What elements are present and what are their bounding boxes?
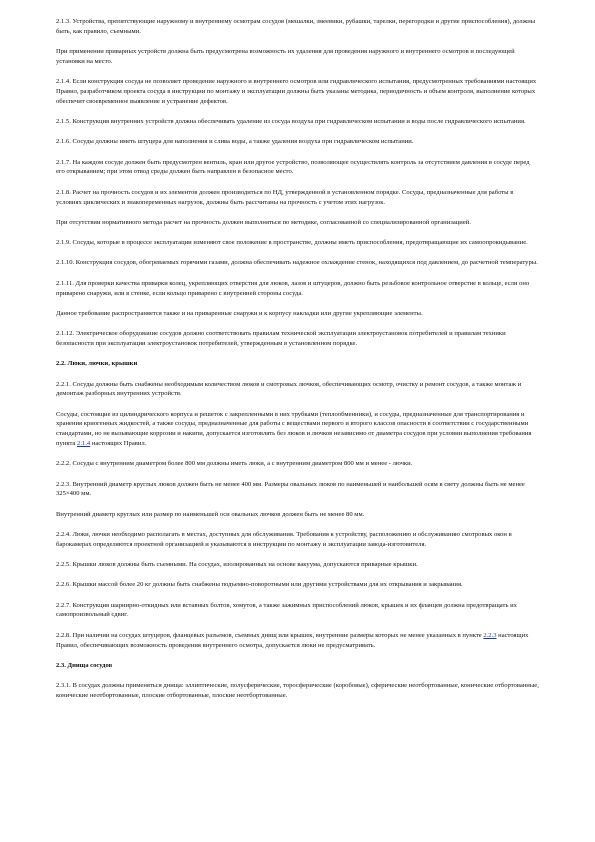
section-heading xyxy=(56,661,539,671)
document-paragraph xyxy=(56,188,539,208)
document-paragraph xyxy=(56,218,539,228)
section-reference-link[interactable]: 2.1.4 xyxy=(77,440,91,448)
document-paragraph xyxy=(56,580,539,590)
document-paragraph xyxy=(56,238,539,248)
document-paragraph xyxy=(56,158,539,178)
paragraph-text: 2.2.5. Крышки люков должны быть съемными. На сосудах, изолированных на основе вакуума, допускаются приварные крышки. xyxy=(56,561,418,569)
paragraph-text: 2.1.6. Сосуды должны иметь штуцера для наполнения и слива воды, а также удаления воздуха при гидравлическом испытании. xyxy=(56,138,414,146)
paragraph-text: 2.2.4. Люки, лючки необходимо располагать в местах, доступных для обслуживания. Требования к устройству, расположению и обслуживанию смотровых окон в барокамерах определяются проектной организацией и указываются в инструкции по монтажу и эксплуатации завода-изготовителя. xyxy=(56,531,512,548)
document-paragraph xyxy=(56,77,539,106)
document-paragraph xyxy=(56,601,539,621)
paragraph-text: 2.1.9. Сосуды, которые в процессе эксплуатации изменяют свое положение в пространстве, должны иметь приспособления, предотвращающие их самоопрокидывание. xyxy=(56,239,528,247)
document-paragraph xyxy=(56,117,539,127)
document-paragraph xyxy=(56,258,539,268)
paragraph-text-tail: настоящих Правил, обеспечивающих возможность проведения внутреннего осмотра, допускается люки не предусматривать. xyxy=(56,631,529,649)
paragraph-text: 2.2.2. Сосуды с внутренним диаметром более 800 мм должны иметь люки, а с внутренним диаметром 800 мм и менее - лючки. xyxy=(56,460,413,468)
document-paragraph xyxy=(56,510,539,520)
paragraph-text: Внутренний диаметр круглых или размер по наименьшей оси овальных лючков должен быть не менее 80 мм. xyxy=(56,510,365,518)
paragraph-text: 2.2.3. Внутренний диаметр круглых люков должен быть не менее 400 мм. Размеры овальных люков по наименьшей и наибольшей осям в свету должны быть не менее 325×400 мм. xyxy=(56,480,525,498)
paragraph-text: 2.2. Люки, лючки, крышки xyxy=(56,360,138,368)
document-paragraph xyxy=(56,560,539,570)
paragraph-text: 2.2.1. Сосуды должны быть снабжены необходимым количеством люков и смотровых лючков, обеспечивающих осмотр, очистку и ремонт сосудов, а также монтаж и демонтаж разборных внутренних устройств. xyxy=(56,380,522,398)
document-paragraph xyxy=(56,17,539,37)
paragraph-text: 2.3. Днища сосудов xyxy=(56,661,113,669)
document-paragraph xyxy=(56,410,539,449)
document-paragraph xyxy=(56,530,539,550)
document-paragraph xyxy=(56,480,539,500)
document-paragraph xyxy=(56,47,539,67)
paragraph-text: 2.1.10. Конструкция сосудов, обогреваемых горячими газами, должна обеспечивать надежное охлаждение стенок, находящихся под давлением, до расчетной температуры. xyxy=(56,259,538,267)
document-paragraph xyxy=(56,631,539,651)
paragraph-text: Данное требование распространяется также и на приваренные снаружи и к корпусу накладки или другие укрепляющие элементы. xyxy=(56,309,423,317)
document-paragraph xyxy=(56,329,539,349)
document-paragraph xyxy=(56,279,539,299)
paragraph-text: 2.1.5. Конструкция внутренних устройств должна обеспечивать удаление из сосуда воздуха при гидравлическом испытании и воды после гидравлического испытания. xyxy=(56,118,526,126)
paragraph-text-tail: настоящих Правил. xyxy=(90,440,147,448)
paragraph-text: 2.1.7. На каждом сосуде должен быть предусмотрен вентиль, кран или другое устройство, позволяющее осуществлять контроль за отсутствием давления в сосуде перед его открыванием; при этом отвод среды должен быть направлен в безопасное место. xyxy=(56,158,530,176)
paragraph-text: 2.2.6. Крышки массой более 20 кг должны быть снабжены подъемно-поворотными или другими устройствами для их открывания и закрывания. xyxy=(56,581,463,589)
paragraph-text: 2.1.12. Электрическое оборудование сосудов должно соответствовать правилам технической эксплуатации электроустановок потребителей и правилам техники безопасности при эксплуатации электроустановок потребителей, утвержденным в установленном порядке. xyxy=(56,330,506,347)
paragraph-text: Сосуды, состоящие из цилиндрического корпуса и решеток с закрепленными в них трубками (теплообменники), и сосуды, предназначенные для транспортирования и хранения криогенных жидкостей, а также сосуды, предназначенные для работы с веществами первого и второго классов опасности в соответствии с государственными стандартами, но не вызывающие коррозии и накипи, допускается изготовлять без люков и лючков независимо от диаметра сосудов при условии выполнения требования пункта xyxy=(56,410,532,448)
paragraph-text: 2.1.4. Если конструкция сосуда не позволяет проведение наружного и внутреннего осмотров или гидравлического испытания, предусмотренных требованиями настоящих Правил, разработчиком проекта сосуда в инструкции по монтажу и эксплуатации должны быть указаны методика, периодичность и объем контроля, выполнение которых обеспечит своевременное выявление и устранение дефектов. xyxy=(56,78,537,105)
document-paragraph xyxy=(56,681,539,701)
paragraph-text: При отсутствии нормативного метода расчет на прочность должен выполняться по методике, согласованной со специализированной организацией. xyxy=(56,218,471,226)
paragraph-text: 2.1.3. Устройства, препятствующие наружному и внутреннему осмотрам сосудов (мешалки, змеевики, рубашки, тарелки, перегородки и другие приспособления), должны быть, как правило, съемными. xyxy=(56,18,536,35)
document-paragraph xyxy=(56,380,539,400)
document-paragraph xyxy=(56,459,539,469)
document-paragraph xyxy=(56,137,539,147)
paragraph-text: 2.2.8. При наличии на сосудах штуцеров, фланцевых разъемов, съемных днищ или крышек, внутренние размеры которых не менее указанных в пункте xyxy=(56,631,484,639)
document-paragraph xyxy=(56,309,539,319)
section-heading xyxy=(56,359,539,369)
paragraph-text: 2.2.7. Конструкция шарнирно-откидных или вставных болтов, хомутов, а также зажимных приспособлений люков, крышек и их фланцев должна предотвращать их самопроизвольный сдвиг. xyxy=(56,601,517,619)
paragraph-text: 2.1.11. Для проверки качества приварки колец, укрепляющих отверстия для люков, лазов и штуцеров, должно быть резьбовое контрольное отверстие в кольце, если оно приварено снаружи, или в стенке, если кольцо приварено с внутренней стороны сосуда. xyxy=(56,279,530,297)
paragraph-text: 2.3.1. В сосудах должны применяться днища: эллиптические, полусферические, торосферические (коробовые), сферические неотбортованные, конические отбортованные, конические неотбортованные, плоские отбортованные, плоские неотбортованные. xyxy=(56,682,539,699)
paragraph-text: При применении приварных устройств должна быть предусмотрена возможность их удаления для проведения наружного и внутреннего осмотров и последующей установки на место. xyxy=(56,48,515,65)
paragraph-text: 2.1.8. Расчет на прочность сосудов и их элементов должен производиться по НД, утвержденной в установленном порядке. Сосуды, предназначенные для работы в условиях циклических и знакопеременных нагрузок, должны быть рассчитаны на прочность с учетом этих нагрузок. xyxy=(56,188,514,206)
section-reference-link[interactable]: 2.2.3 xyxy=(483,631,497,639)
